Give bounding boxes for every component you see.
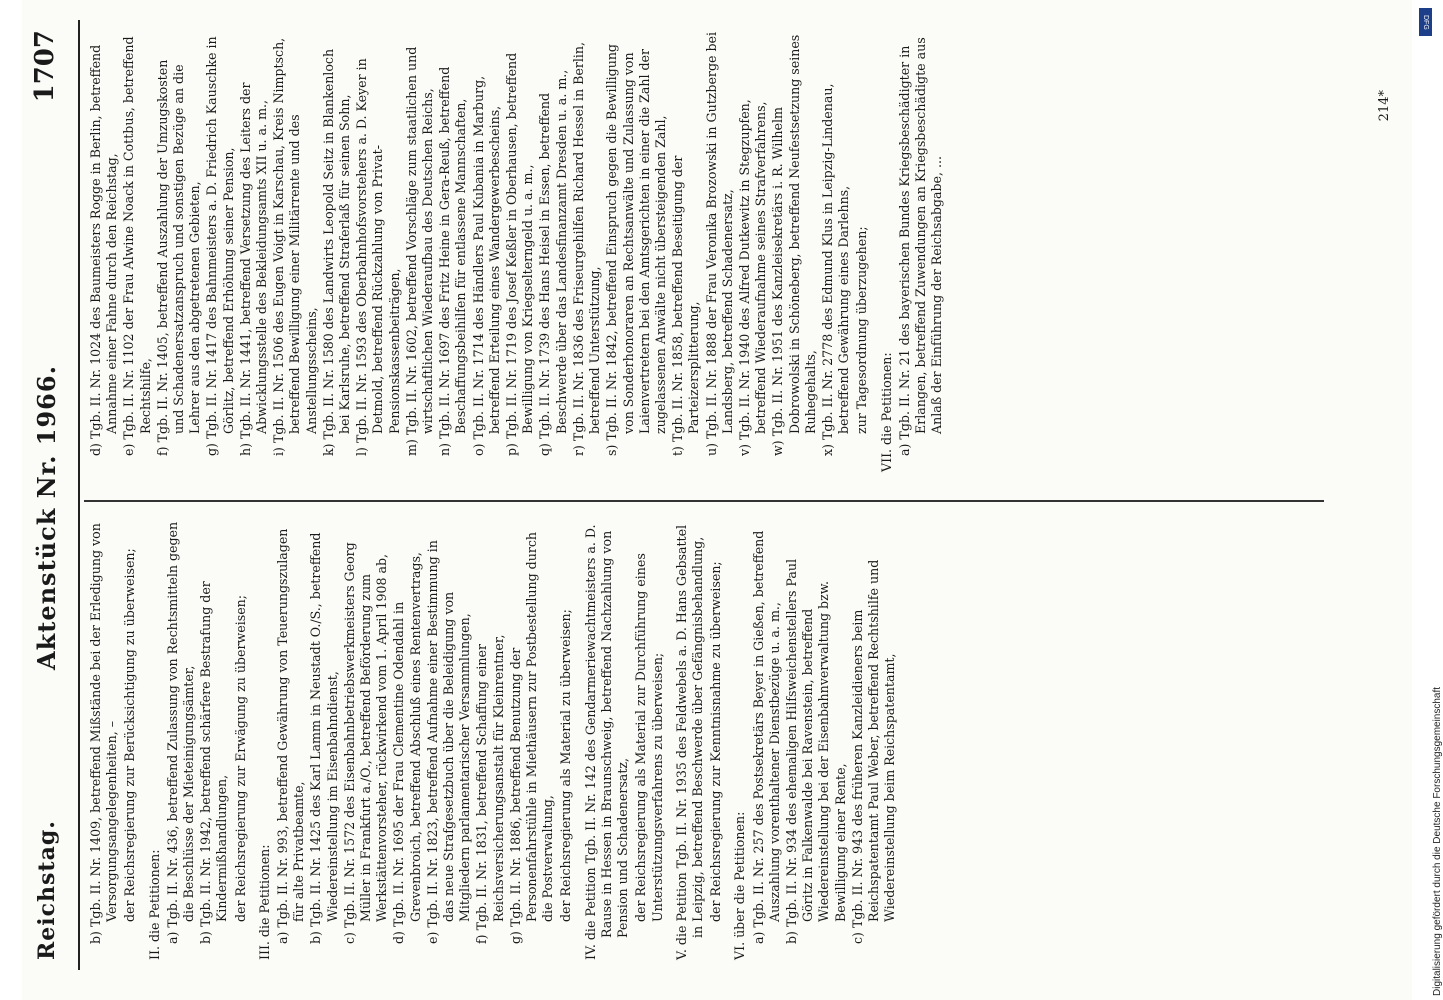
- resolution-text: der Reichsregierung zur Kenntnisnahme zu überweisen;: [708, 561, 724, 922]
- page-header: [22, 0, 82, 1000]
- petition-item: d) Tgb. II. Nr. 1024 des Baumeisters Rogge in Berlin, betreffend Annahme einer Fahne durch den Reichstag,: [88, 44, 120, 456]
- column-divider: [84, 501, 1324, 503]
- rotated-document-page: [22, 0, 1412, 1000]
- petition-item: b) Tgb. II. Nr. 934 des ehemaligen Hilfsweichenstellers Paul Göritz in Falkenwalde bei Ravenstein, betreffend Wiedereinstellung bei der Eisenbahnverwaltung bzw. Bewilligung einer Rente,: [783, 559, 848, 944]
- page-number: 1707: [30, 30, 60, 103]
- petition-item: a) Tgb. II. Nr. 993, betreffend Gewährung von Teuerungszulagen für alte Privatbeamte,: [275, 528, 307, 944]
- petition-item: v) Tgb. II. Nr. 1940 des Alfred Dutkewitz in Stegzupfen, betreffend Wiederaufnahme seines Strafverfahrens,: [736, 99, 769, 456]
- petition-item: c) Tgb. II. Nr. 1572 des Eisenbahnbetriebswerkmeisters Georg Müller in Frankfurt a./O., betreffend Beförderung zum Werkstättenvorsteher, rückwirkend vom 1. April 1908 ab,: [341, 542, 390, 944]
- petition-item: g) Tgb. II. Nr. 1417 des Bahnmeisters a. D. Friedrich Kauschke in Görlitz, betreffend Erhöhung seiner Pension,: [204, 36, 236, 456]
- petition-item: a) Tgb. II. Nr. 21 des bayerischen Bundes Kriegsbeschädigter in Erlangen, betreffend Zuwendungen an Kriegsbeschädigte aus Anlaß der Einführung der Reichsabgabe, ...: [896, 37, 945, 456]
- petition-item: x) Tgb. II. Nr. 2778 des Edmund Klus in Leipzig-Lindenau, betreffend Gewährung eines Darlehns,: [819, 83, 852, 456]
- petition-item: e) Tgb. II. Nr. 1823, betreffend Aufnahme einer Bestimmung in das neue Strafgesetzbuch über die Beleidigung von Mitgliedern parlamentarischer Versammlungen,: [424, 540, 473, 944]
- petition-item: IV. die Petition Tgb. II. Nr. 142 des Gendarmeriewachtmeisters a. D. Rause in Hessen in Braunschweig, betreffend Nachzahlung von Pension und Schadenersatz,: [582, 524, 631, 960]
- header-left: Reichstag.: [34, 820, 60, 960]
- digitization-notice: Digitalisierung gefördert durch die Deutsche Forschungsgemeinschaft: [1432, 686, 1443, 996]
- petition-item: d) Tgb. II. Nr. 1695 der Frau Clementine Odendahl in Grevenbroich, betreffend Abschluß eines Rentenvertrags,: [391, 552, 423, 944]
- section-heading: VI. über die Petitionen:: [732, 811, 748, 960]
- petition-item: V. die Petition Tgb. II. Nr. 1935 des Feldwebels a. D. Hans Gebsattel in Leipzig, betreffend Beschwerde über Gefängnisbehandlung,: [673, 524, 705, 960]
- petition-item: b) Tgb. II. Nr. 1942, betreffend schärfere Bestrafung der Kindermißhandlungen,: [198, 581, 230, 944]
- petition-item: a) Tgb. II. Nr. 257 des Postsekretärs Beyer in Gießen, betreffend Auszahlung vorenthaltener Dienstbezüge u. a. m.,: [750, 530, 782, 944]
- text-column-right: [88, 32, 946, 472]
- petition-item: b) Tgb. II. Nr. 1409, betreffend Mißstände bei der Erledigung von Versorgungsangelegenheiten, –: [88, 523, 120, 944]
- petition-item: q) Tgb. II. Nr. 1739 des Hans Heisel in Essen, betreffend Beschwerde über das Landesfinanzamt Dresden u. a. m.,: [537, 69, 569, 456]
- petition-item: l) Tgb. II. Nr. 1593 des Oberbahnhofsvorstehers a. D. Keyer in Detmold, betreffend Rückzahlung von Privat-Pensionskassenbeiträgen,: [354, 58, 402, 456]
- header-rule: [78, 20, 80, 970]
- petition-item: n) Tgb. II. Nr. 1697 des Fritz Heine in Gera-Reuß, betreffend Beschaffungsbeihilfen für entlassene Mannschaften,: [437, 66, 469, 456]
- section-heading: II. die Petitionen:: [146, 849, 162, 960]
- petition-item: r) Tgb. II. Nr. 1836 des Friseurgehilfen Richard Hessel in Berlin, betreffend Unterstützung,: [570, 41, 603, 456]
- petition-item: o) Tgb. II. Nr. 1714 des Händlers Paul Kubania in Marburg, betreffend Erteilung eines Wandergewerbescheins,: [470, 75, 502, 456]
- petition-item: f) Tgb. II. Nr. 1405, betreffend Auszahlung der Umzugskosten und Schadenersatzanspruch und sonstigen Bezüge an die Lehrer aus den abgetretenen Gebieten,: [154, 59, 203, 456]
- petition-item: a) Tgb. II. Nr. 436, betreffend Zulassung von Rechtsmitteln gegen die Beschlüsse der Mieteinigungsämter,: [164, 521, 197, 944]
- signature-mark: 214*: [1377, 90, 1392, 122]
- petition-item: b) Tgb. II. Nr. 1425 des Karl Lamm in Neustadt O./S., betreffend Wiedereinstellung im Eisenbahndienst,: [308, 532, 340, 944]
- section-heading: VII. die Petitionen:: [878, 352, 894, 472]
- digitization-strip: [1418, 0, 1443, 1000]
- petition-item: k) Tgb. II. Nr. 1580 des Landwirts Leopold Seitz in Blankenloch bei Karlsruhe, betreffend Straferlaß für seinen Sohn,: [320, 48, 353, 456]
- resolution-text: zur Tagesordnung überzugehen;: [854, 226, 870, 434]
- petition-item: e) Tgb. II. Nr. 1102 der Frau Alwine Noack in Cottbus, betreffend Rechtshilfe,: [121, 36, 153, 456]
- resolution-text: der Reichsregierung als Material zur Durchführung eines Unterstützungsverfahrens zu überweisen;: [633, 553, 665, 922]
- section-heading: III. die Petitionen:: [256, 844, 272, 960]
- petition-item: p) Tgb. II. Nr. 1719 des Josef Keßler in Oberhausen, betreffend Bewilligung von Kriegselterngeld u. a. m.,: [504, 52, 536, 456]
- resolution-text: der Reichsregierung als Material zu überweisen;: [558, 609, 574, 922]
- petition-item: u) Tgb. II. Nr. 1888 der Frau Veronika Brozowski in Gutzberge bei Landsberg, betreffend Schadenersatz,: [703, 31, 735, 456]
- petition-item: c) Tgb. II. Nr. 943 des früheren Kanzleidieners beim Reichspatentamt Paul Weber, betreffend Rechtshilfe und Wiedereinstellung beim Reichspatentamt,: [849, 559, 898, 944]
- resolution-text: der Reichsregierung zur Berücksichtigung zu überweisen;: [122, 548, 138, 922]
- petition-item: m) Tgb. II. Nr. 1602, betreffend Vorschläge zum staatlichen und wirtschaftlichen Wiederaufbau des Deutschen Reichs,: [403, 46, 436, 456]
- petition-item: f) Tgb. II. Nr. 1831, betreffend Schaffung einer Reichsversicherungsanstalt für Kleinrentner,: [474, 634, 506, 944]
- petition-item: h) Tgb. II. Nr. 1441, betreffend Versetzung des Leiters der Abwicklungsstelle des Bekleidungsamts XII u. a. m.,: [237, 82, 270, 456]
- header-document-number: Aktenstück Nr. 1966.: [32, 365, 61, 670]
- resolution-text: der Reichsregierung zur Erwägung zu überweisen;: [232, 595, 248, 922]
- text-column-left: [88, 520, 899, 960]
- petition-item: t) Tgb. II. Nr. 1858, betreffend Beseitigung der Parteizersplitterung,: [670, 155, 702, 456]
- dfg-logo: DFG: [1419, 8, 1432, 36]
- petition-item: s) Tgb. II. Nr. 1842, betreffend Einspruch gegen die Bewilligung von Sonderhonoraren an Rechtsanwälte und Zulassung von Laienvertretern bei den Amtsgerichten in einer die Zahl der zugelassenen Anwälte nicht übersteigenden Zahl,: [604, 44, 668, 456]
- petition-item: g) Tgb. II. Nr. 1886, betreffend Benutzung der Personenfahrstühle in Miethäusern zur Postbestellung durch die Postverwaltung,: [507, 531, 556, 944]
- petition-item: w) Tgb. II. Nr. 1951 des Kanzleisekretärs i. R. Wilhelm Dobrowolski in Schöneberg, betreffend Neufestsetzung seines Ruhegehalts,: [770, 34, 818, 456]
- petition-item: i) Tgb. II. Nr. 1506 des Eugen Voigt in Karschau, Kreis Nimptsch, betreffend Bewilligung einer Militärrente und des Anstellungsscheins,: [271, 37, 319, 456]
